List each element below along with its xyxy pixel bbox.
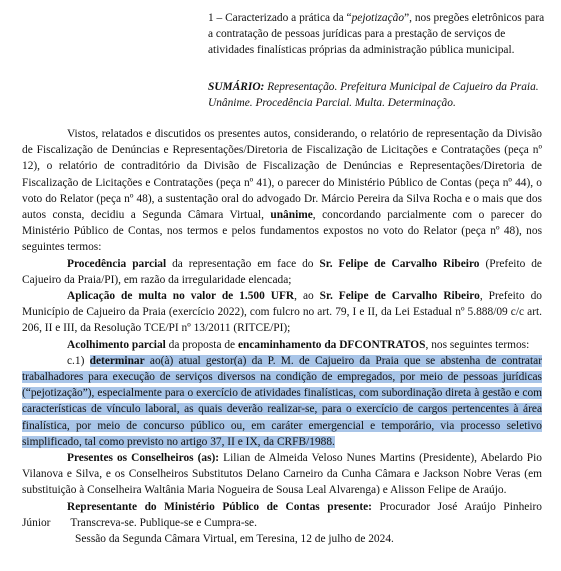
representante-text: Procurador José Araújo Pinheiro Júnior [22, 500, 543, 529]
sumario-text: Representação. Prefeitura Municipal de Cajueiro da Praia. Unânime. Procedência Parcial. Multa. Determinação. [208, 81, 539, 110]
procedencia-bold-1: Procedência parcial [67, 257, 167, 270]
sumario-paragraph [208, 79, 546, 111]
multa-paragraph [22, 288, 542, 337]
procedencia-text-1: da representação em face do [166, 257, 320, 270]
ementa-paragraph [208, 10, 546, 59]
acolhimento-bold-1: Acolhimento parcial [67, 338, 166, 351]
vistos-text-start: Vistos, relatados e discutidos os presentes autos, considerando, o relatório de representação da Divisão de Fiscalização de Denúncias e Representações/Diretoria de Fiscalização de Licitações e Contratações (peça nº 12), o relatório de contraditório da Divisão de Fiscalização de Denúncias e Representações/Diretoria de Fiscalização de Licitações e Contratações (peça nº 41), o parecer do Ministério Público de Contas (peça nº 44), o voto do Relator (peça nº 48), a sustentação oral do advogado Dr. Márcio Pereira da Silva Rocha e o mais que dos autos consta, decidiu a Segunda Câmara Virtual, [22, 128, 542, 222]
vistos-bold: unânime [270, 209, 313, 222]
presentes-text: Lilian de Almeida Veloso Nunes Martins (Presidente), Abelardo Pio Vilanova e Silva, e os Conselheiros Substitutos Delano Carneiro da Cunha Câmara e Jackson Nobre Veras (em substituição à Conselheira Waltânia Maria Nogueira de Sousa Leal Alvarenga) e Alisson Felipe de Araújo. [22, 452, 542, 497]
c1-number: c.1) [67, 354, 90, 367]
sumario-label: SUMÁRIO: [208, 81, 265, 93]
decision-body [22, 126, 542, 547]
presentes-bold: Presentes os Conselheiros (as): [67, 452, 220, 465]
acolhimento-text-2: , nos seguintes termos: [425, 338, 530, 351]
ementa-emphasis: pejotização [351, 12, 405, 24]
c1-bold: determinar [89, 354, 145, 367]
procedencia-text-2: (Prefeito de Cajueiro da Praia/PI), em razão da irregularidade elencada; [22, 257, 542, 286]
representante-bold: Representante do Ministério Público de Contas presente: [67, 500, 372, 513]
ementa-text-end: ”, nos pregões eletrônicos para a contratação de pessoas jurídicas para a prestação de serviços de atividades finalísticas próprias da administração pública municipal. [208, 12, 545, 57]
c1-highlighted-text: ao(à) atual gestor(a) da P. M. de Cajueiro da Praia que se abstenha de contratar trabalhadores para execução de serviços diversos na condição de empregados, por meio de pessoas jurídicas (“pejotização”), especialmente para o exercício de atividades finalísticas, com subordinação direta à gestão e com características de vínculo laboral, as quais deverão realizar-se, para o exercício de cargos pertencentes à área finalística, por meio de concurso público ou, em caráter emergencial e temporário, via processo seletivo simplificado, tal como previsto no artigo 37, II e IX, da CRFB/1988. [22, 354, 542, 448]
acolhimento-bold-2: encaminhamento da DFCONTRATOS [237, 338, 426, 351]
vistos-text-end: , concordando parcialmente com o parecer do Ministério Público de Contas, nos termos e pelos fundamentos expostos no voto do Relator (peça nº 48), nos seguintes termos: [22, 209, 543, 254]
multa-text-1: , ao [294, 290, 320, 303]
acolhimento-text-1: da proposta de [165, 338, 238, 351]
ementa-text-start: 1 – Caracterizado a prática da “ [208, 12, 352, 24]
procedencia-bold-2: Sr. Felipe de Carvalho Ribeiro [319, 257, 480, 270]
sessao-paragraph [22, 531, 542, 547]
presentes-paragraph [22, 450, 542, 499]
representante-paragraph [22, 499, 542, 531]
multa-bold-2: Sr. Felipe de Carvalho Ribeiro [319, 290, 480, 303]
sessao-text: Sessão da Segunda Câmara Virtual, em Teresina, 12 de julho de 2024. [75, 533, 394, 546]
transcreva-text: Transcreva-se. Publique-se e Cumpra-se. [70, 516, 257, 529]
multa-bold-1: Aplicação de multa no valor de 1.500 UFR [67, 290, 295, 303]
c1-paragraph [22, 353, 542, 450]
vistos-paragraph [22, 126, 542, 256]
multa-text-2: , Prefeito do Município de Cajueiro da Praia (exercício 2022), com fulcro no art. 79, I e II, da Lei Estadual nº 5.888/09 c/c art. 206, II e III, da Resolução TCE/PI nº 13/2011 (RITCE/PI); [22, 290, 543, 335]
acolhimento-paragraph [22, 337, 542, 353]
procedencia-paragraph [22, 256, 542, 288]
